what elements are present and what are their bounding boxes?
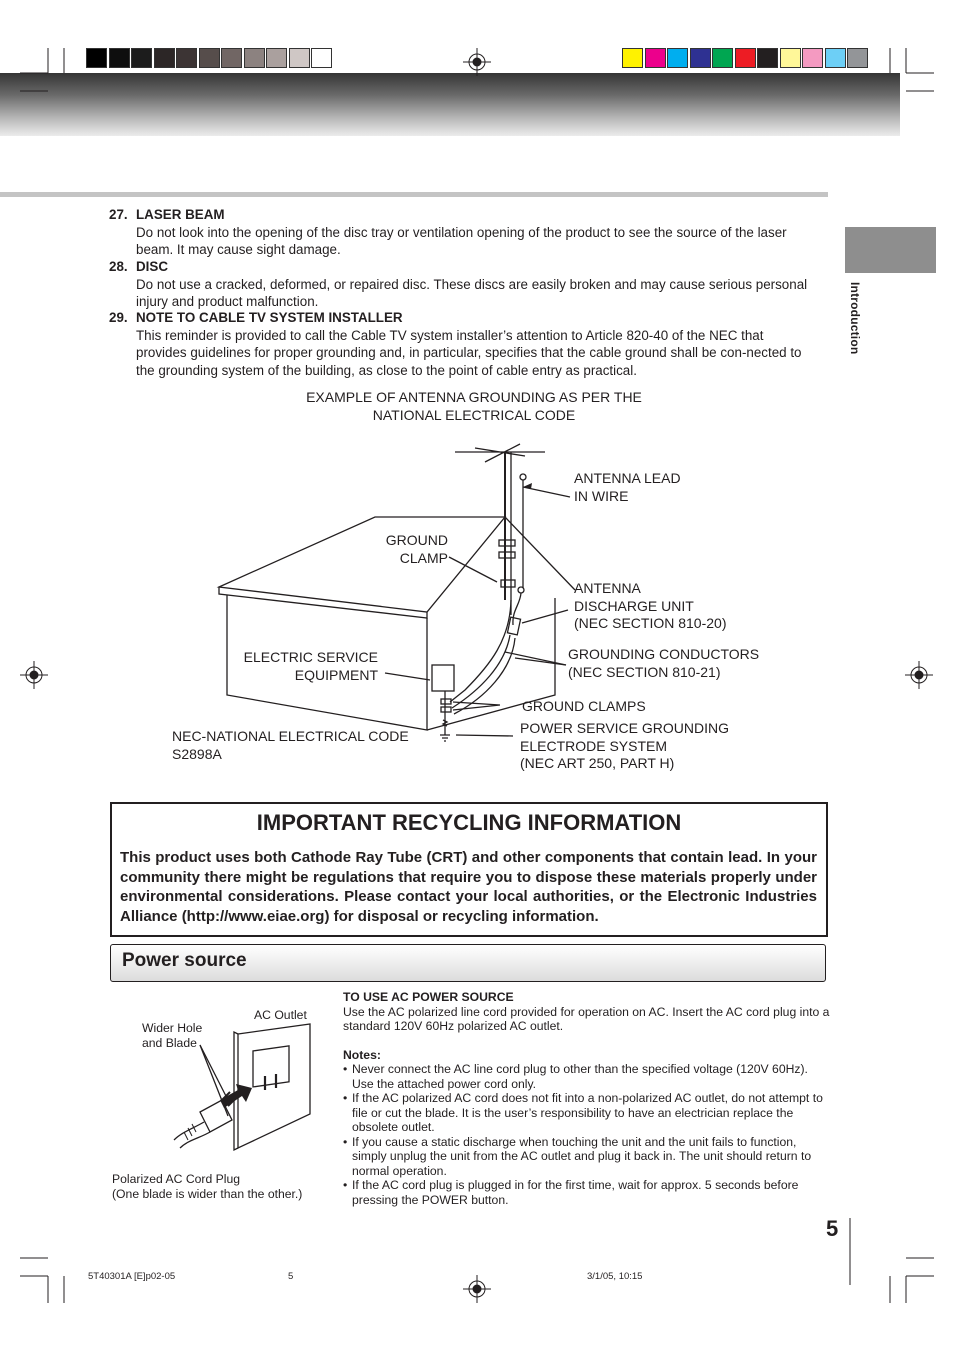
label-line: POWER SERVICE GROUNDING [520,720,729,736]
roof-eave [219,587,427,618]
notes-list [343,1062,831,1207]
label-line: IN WIRE [574,487,629,504]
item-29 [109,309,809,379]
item-number: 29. [109,310,128,325]
caption-line: (One blade is wider than the other.) [112,1186,303,1201]
note-item: • Never connect the AC line cord plug to other than the specified voltage (120V 60Hz). Use the attached power cord only. [343,1062,831,1091]
recycling-box [110,802,828,937]
item-body: Do not use a cracked, deformed, or repaired disc. These discs are easily broken and may cause serious personal injury and product malfunction. [136,276,808,309]
label-grounding-conductors [568,646,759,681]
label-line: (NEC SECTION 810-21) [568,663,721,680]
caption-line: EXAMPLE OF ANTENNA GROUNDING AS PER THE [306,389,642,405]
label-line: GROUNDING CONDUCTORS [568,646,760,662]
label-nec [172,728,409,763]
service-box [432,665,454,691]
section-title: Power source [122,950,247,971]
label-ground-clamp [378,532,448,567]
section-rule [0,192,828,197]
label-ac-outlet: AC Outlet [254,1008,307,1022]
label-line: CLAMP [399,549,448,566]
use-title: TO USE AC POWER SOURCE [343,990,514,1004]
item-title: DISC [136,259,168,274]
plug-caption [112,1172,302,1201]
label-line: GROUND [385,532,448,548]
item-title: NOTE TO CABLE TV SYSTEM INSTALLER [136,310,403,325]
crosshair-top [463,48,491,76]
label-line: ANTENNA [574,580,641,596]
item-28 [109,258,809,311]
note-item: • If the AC cord plug is plugged in for the first time, wait for approx. 5 seconds before pressing the POWER button. [343,1178,831,1207]
recycling-title: IMPORTANT RECYCLING INFORMATION [256,810,682,835]
recycling-text: This product uses both Cathode Ray Tube (CRT) and other components that contain lead. In your community there might be regulations that require you to dispose these materials properly under environmental considerations. Please contact your local authorities, or the Electronic Industries Alliance (http://www.eiae.org) for disposal or recycling information. [120,849,817,925]
note-item: • If the AC polarized AC cord does not fit into a non-polarized AC outlet, do not attempt to file or cut the blade. It is the user’s responsibility to have an electrician replace the obsolete outlet. [343,1091,831,1135]
label-line: ELECTRIC SERVICE [243,649,378,665]
section-label: Introduction [848,282,862,355]
label-line: DISCHARGE UNIT [574,597,694,614]
use-text: Use the AC polarized line cord provided for operation on AC. Insert the AC cord plug into a standard 120V 60Hz polarized AC outlet. [343,1004,830,1033]
item-title: LASER BEAM [136,207,225,222]
antenna-element [455,444,545,462]
footer-page: 5 [288,1271,294,1282]
label-line: ANTENNA LEAD [574,470,681,486]
footer-file: 5T40301A [E]p02-05 [88,1271,176,1282]
item-27 [109,206,809,259]
item-number: 28. [109,259,128,274]
power-instructions [343,990,831,1207]
label-line: (NEC SECTION 810-20) [574,615,727,631]
notes-title: Notes: [343,1047,381,1062]
power-source-heading [110,944,826,982]
outlet-plate [253,1046,289,1087]
item-body: This reminder is provided to call the Cable TV system installer’s attention to Article 820-40 of the NEC that provides guidelines for proper grounding and, in particular, specifies that the cable ground shall be con-nected to the grounding system of the building, as close to the point of cable entry as practical. [136,327,802,378]
label-line: Wider Hole [142,1021,203,1035]
footer-date: 3/1/05, 10:15 [587,1271,643,1282]
label-discharge-unit [574,580,726,633]
label-line: ELECTRODE SYSTEM [520,737,668,754]
label-electric-service [240,649,378,684]
label-ground-clamps: GROUND CLAMPS [522,698,646,714]
label-line: S2898A [172,745,222,762]
page-number: 5 [826,1216,839,1241]
item-body: Do not look into the opening of the disc tray or ventilation opening of the product to see the source of the laser beam. It may cause sight damage. [136,224,787,257]
item-number: 27. [109,207,128,222]
label-line: (NEC ART 250, PART H) [520,755,675,771]
label-line: NEC-NATIONAL ELECTRICAL CODE [172,728,409,744]
caption-line: NATIONAL ELECTRICAL CODE [372,407,576,423]
crosshair-bottom [463,1275,491,1303]
crosshair-left [20,661,48,689]
section-tab [845,227,936,273]
label-antenna-lead [574,470,681,505]
plug-illustration [160,1020,320,1160]
label-power-grounding [520,720,729,773]
crosshair-right [905,661,933,689]
note-item: • If you cause a static discharge when touching the unit and the unit fails to function, simply unplug the unit from the AC outlet and plug it back in. The unit should return to normal operation. [343,1135,831,1179]
caption-line: Polarized AC Cord Plug [112,1172,241,1186]
label-line: EQUIPMENT [294,666,378,683]
wall-outline [238,1024,310,1148]
diagram-caption [250,388,698,424]
label-line: and Blade [142,1035,197,1050]
